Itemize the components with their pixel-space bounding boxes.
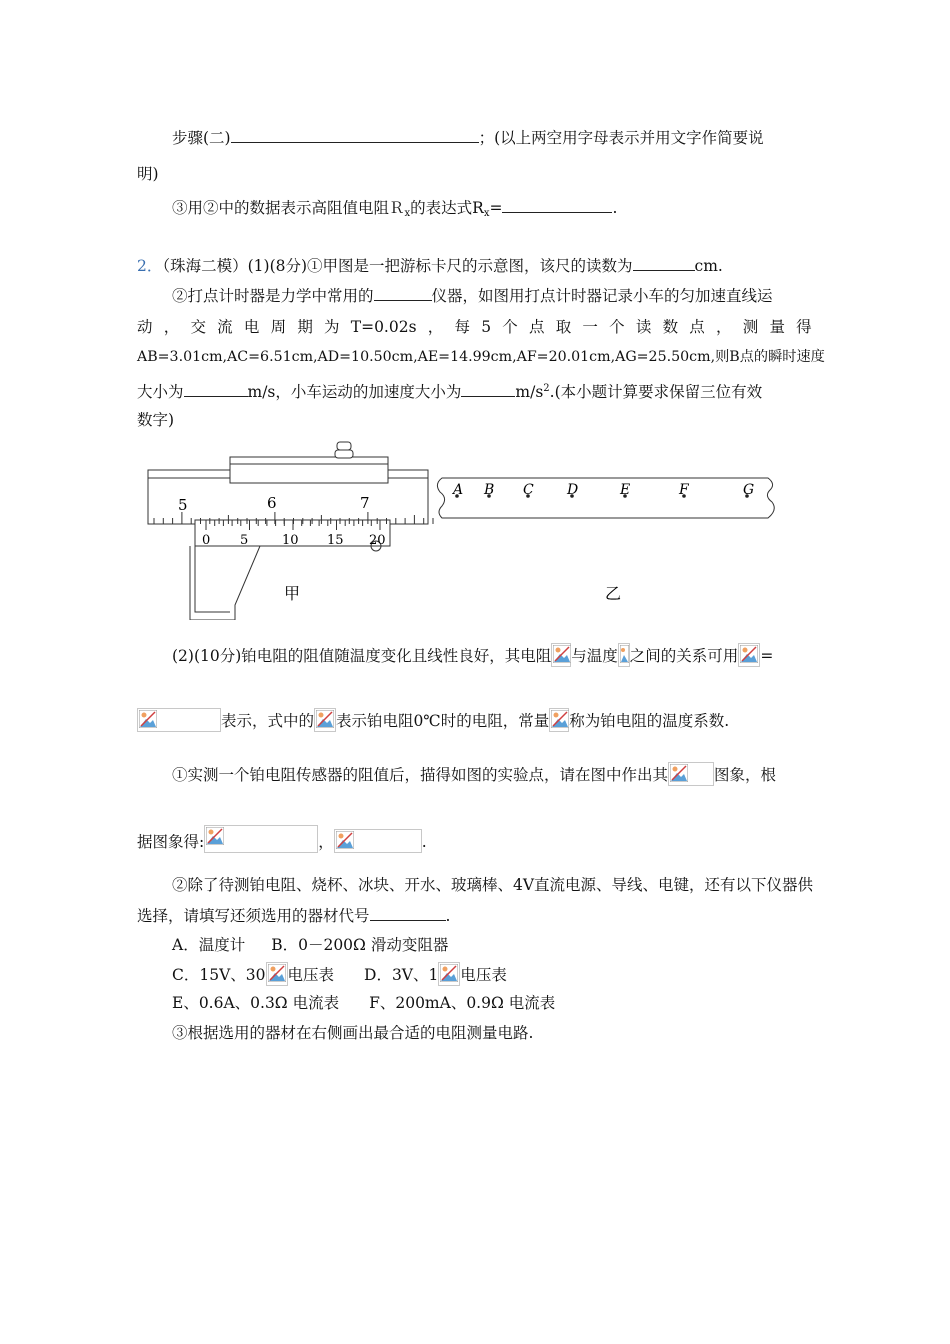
formula-image-icon — [266, 962, 288, 986]
word: 为 — [324, 318, 340, 336]
word: 点 — [528, 318, 545, 336]
p2-text-a: ②打点计时器是力学中常用的 — [172, 287, 374, 305]
main-scale-label: 6 — [267, 494, 277, 512]
formula-image-icon — [438, 962, 460, 986]
p5-text-b: m/s，小车运动的加速度大小为 — [247, 383, 462, 401]
word: ， — [163, 318, 180, 336]
p5-text-a: 大小为 — [137, 383, 184, 401]
option-row-ef — [172, 993, 555, 1013]
part2-p6-line — [137, 906, 450, 926]
option-row-ab — [172, 935, 448, 955]
main-scale-label: 7 — [360, 494, 370, 512]
formula-image-icon — [334, 829, 422, 853]
p5-text-c: m/s — [515, 383, 544, 401]
word: 交 — [190, 318, 206, 336]
item3-prefix: ③用②中的数据表示高阻值电阻Ｒ — [172, 199, 405, 217]
option-f: F、200mA、0.9Ω 电流表 — [369, 994, 556, 1012]
part2-p8-line: ③根据选用的器材在右侧画出最合适的电阻测量电路. — [172, 1024, 534, 1042]
formula-image-icon — [738, 643, 760, 667]
figure — [140, 440, 790, 620]
part2-p4-line — [137, 825, 427, 853]
question-number: 2． — [137, 257, 163, 275]
word: ， — [716, 318, 732, 336]
unit-text: cm. — [694, 257, 723, 275]
tape-point-label: G — [743, 482, 755, 498]
q1-step2-wrap: 明) — [137, 165, 159, 183]
option-c-suffix: 电压表 — [287, 966, 335, 984]
answer-blank[interactable] — [374, 286, 432, 301]
word: 测 — [742, 318, 759, 336]
word: T=0.02s — [350, 318, 417, 336]
superscript: 2 — [543, 383, 550, 394]
caption-jia: 甲 — [284, 584, 301, 603]
period: . — [445, 907, 451, 925]
p2-text-b: 表示铂电阻0℃时的电阻，常量 — [336, 712, 550, 730]
option-a: A．温度计 — [172, 936, 246, 954]
q2-p2-line — [172, 286, 773, 306]
word: 数 — [662, 318, 679, 336]
p3-text-a: ①实测一个铂电阻传感器的阻值后，描得如图的实验点，请在图中作出其 — [172, 766, 669, 784]
formula-image-icon — [204, 825, 318, 853]
part2-p2-line — [137, 708, 729, 732]
formula-image-icon — [137, 708, 221, 732]
q2-head-line — [137, 256, 723, 276]
answer-blank[interactable] — [461, 382, 515, 397]
q1-item3-line — [172, 198, 617, 224]
part2-p3-line — [172, 762, 776, 786]
step2-label: 步骤(二) — [172, 129, 231, 147]
formula-image-icon — [549, 708, 569, 732]
q2-p5-line — [137, 379, 762, 402]
tape-point-label: D — [567, 482, 579, 498]
tape-point-label: B — [484, 482, 495, 498]
vernier-label: 5 — [240, 533, 249, 548]
tape-point-label: F — [679, 482, 689, 498]
part2-p1-line — [172, 643, 773, 667]
word: 流 — [217, 318, 233, 336]
word: 电 — [243, 318, 260, 336]
answer-blank[interactable] — [231, 128, 479, 143]
word: 动 — [137, 318, 153, 336]
word: 个 — [502, 318, 518, 336]
word: 周 — [270, 318, 287, 336]
equals-sign: = — [760, 647, 774, 665]
subscript-x: x — [483, 208, 490, 219]
tape-point-label: C — [523, 482, 534, 498]
formula-image-icon — [314, 708, 336, 732]
tape-point-label: E — [620, 482, 631, 498]
period: . — [612, 199, 618, 217]
formula-image-icon — [668, 762, 714, 786]
word: 5 — [481, 318, 492, 336]
subscript-x: x — [404, 208, 411, 219]
option-c-text: C．15V、30 — [172, 966, 266, 984]
word: 点 — [689, 318, 705, 336]
p1-text-c: 之间的关系可用 — [629, 647, 739, 665]
part2-p5-line: ②除了待测铂电阻、烧杯、冰块、开水、玻璃棒、4V直流电源、导线、电键，还有以下仪器供 — [172, 876, 814, 894]
answer-blank[interactable] — [184, 382, 248, 397]
item3-mid: 的表达式R — [410, 199, 484, 217]
word: 期 — [297, 318, 313, 336]
p1-text-b: 与温度 — [571, 647, 618, 665]
vernier-label: 20 — [369, 533, 386, 548]
vernier-label: 15 — [327, 533, 344, 548]
word: 读 — [635, 318, 652, 336]
word: 一 — [582, 318, 598, 336]
option-d-text: D．3V、1 — [364, 966, 439, 984]
p2-text-a: 表示，式中的 — [221, 712, 315, 730]
vernier-label: 0 — [202, 533, 211, 548]
word: 个 — [609, 318, 625, 336]
word: ， — [427, 318, 444, 336]
tape-point-label: A — [453, 482, 464, 498]
word: 得 — [796, 318, 812, 336]
formula-image-icon — [551, 643, 571, 667]
p3-text-b: 图象，根 — [714, 766, 777, 784]
q2-p6-line: 数字) — [137, 411, 175, 429]
p2-text-b: 仪器，如图用打点计时器记录小车的匀加速直线运 — [431, 287, 773, 305]
equals-sign: = — [489, 199, 503, 217]
step2-tail: ；(以上两空用字母表示并用文字作简要说 — [478, 129, 764, 147]
p4-text-a: 据图象得: — [137, 833, 205, 851]
vernier-label: 10 — [282, 533, 299, 548]
answer-blank[interactable] — [370, 906, 446, 921]
p1-text-a: (2)(10分)铂电阻的阻值随温度变化且线性良好，其电阻 — [172, 647, 552, 665]
option-d-suffix: 电压表 — [460, 966, 507, 984]
q1-step2-line — [172, 128, 764, 148]
word: 量 — [769, 318, 785, 336]
p6-text-a: 选择，请填写还须选用的器材代号 — [137, 907, 370, 925]
option-row-cd — [172, 962, 507, 986]
q2-p4-line: AB=3.01cm,AC=6.51cm,AD=10.50cm,AE=14.99cm,AF=20.01cm,AG=25.50cm,则B点的瞬时速度 — [137, 349, 825, 365]
p2-text-c: 称为铂电阻的温度系数. — [569, 712, 730, 730]
answer-blank[interactable] — [502, 198, 612, 213]
option-b: B．0－200Ω 滑动变阻器 — [271, 936, 449, 954]
comma: ， — [318, 833, 334, 851]
period: . — [421, 833, 427, 851]
answer-blank[interactable] — [633, 256, 695, 271]
p5-text-d: .(本小题计算要求保留三位有效 — [549, 383, 763, 401]
formula-image-icon — [618, 643, 630, 667]
q2-p3-line — [137, 317, 812, 337]
option-e: E、0.6A、0.3Ω 电流表 — [172, 994, 340, 1012]
main-scale-label: 5 — [178, 496, 188, 514]
word: 取 — [555, 318, 572, 336]
q2-head-text: （珠海二模）(1)(8分)①甲图是一把游标卡尺的示意图，该尺的读数为 — [162, 257, 633, 275]
caption-yi: 乙 — [605, 584, 622, 603]
word: 每 — [454, 318, 470, 336]
